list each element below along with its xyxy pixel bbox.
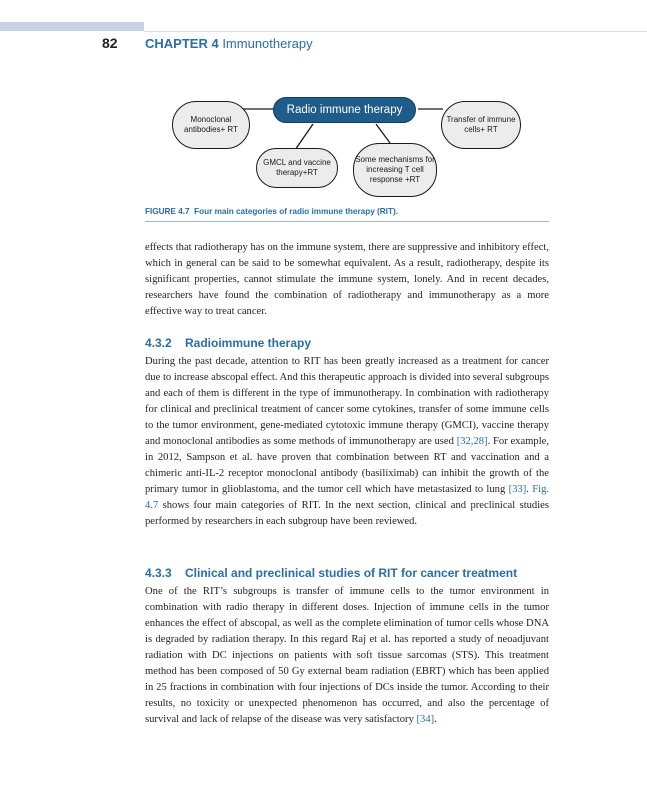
connector-bottom-right (376, 124, 390, 143)
paragraph-text: . For example, in 2012, Sampson et al. have proven that combination between RT and vaccination and a chimeric anti-IL-2 receptor monoclonal antibody (basiliximab) can inhibit the growth of the primary tumor in glioblastoma, and the tumor cell which have metastasized to lung (145, 436, 549, 495)
running-header (145, 36, 313, 51)
paragraph-text: During the past decade, attention to RIT has been greatly increased as a treatment for cancer due to increase abscopal effect. And this therapeutic approach is divided into several subgroups and each of them is different in the type of immunotherapy. In combination with radiotherapy for clinical and preclinical treatment of cancer some cytokines, transfer of some immune cells to the tumor environment, gene-mediated cytotoxic immune therapy (GMCI), vaccine therapy and monoclonal antibodies as some methods of immunotherapy are used (145, 356, 550, 447)
section-4-3-3-paragraph (145, 584, 549, 728)
caption-text: Four main categories of radio immune therapy (RIT). (194, 207, 398, 216)
connector-bottom-left (295, 124, 313, 150)
section-heading-4-3-2 (145, 336, 311, 350)
section-number: 4.3.2 (145, 336, 172, 350)
page-number: 82 (102, 35, 118, 51)
section-title: Clinical and preclinical studies of RIT for cancer treatment (185, 566, 518, 580)
caption-rule (145, 221, 549, 222)
node-gmcl-vaccine: GMCL and vaccine therapy+RT (256, 148, 338, 188)
node-monoclonal-antibodies: Monoclonal antibodies+ RT (172, 101, 250, 149)
paragraph-text: shows four main categories of RIT. In the next section, clinical and preclinical studies performed by researchers in each subgroup have been reviewed. (145, 500, 549, 527)
section-title: Radioimmune therapy (185, 336, 312, 350)
chapter-label: CHAPTER 4 (145, 36, 219, 51)
section-number: 4.3.3 (145, 566, 172, 580)
section-heading-4-3-3 (145, 566, 517, 580)
figure-link[interactable]: Fig. 4.7 (145, 484, 550, 511)
node-radio-immune-therapy: Radio immune therapy (273, 97, 416, 123)
citation-link[interactable]: [32,28] (456, 436, 488, 447)
citation-link[interactable]: [34] (416, 714, 435, 725)
header-rule (144, 31, 647, 32)
paragraph-text: One of the RIT’s subgroups is transfer of immune cells to the tumor environment in combination with radio therapy in different doses. Injection of immune cells in the tumor enhances the effect of abscopal, as well as the complete elimination of tumor cells whose DNA is degraded by radiation therapy. In this regard Raj et al. has reported a study of neoadjuvant radiation with DC injections on patients with soft tissue sarcomas (STS). This treatment method has been composed of 50 Gy external beam radiation (EBRT) which has been applied in 25 fractions in combination with four injections of DCs inside the tumor. According to their results, no toxicity or unexpected phenomenon has occurred, and also the percentage of survival and lack of relapse of the disease was very satisfactory (145, 586, 549, 725)
figure-caption (145, 207, 398, 216)
section-4-3-2-paragraph (145, 354, 549, 530)
node-t-cell-mechanisms: Some mechanisms for increasing T cell response +RT (353, 143, 437, 197)
figure-4-7-diagram (170, 96, 525, 208)
paragraph-text: . (526, 484, 533, 495)
caption-label: FIGURE 4.7 (145, 207, 190, 216)
intro-paragraph: effects that radiotherapy has on the immune system, there are suppressive and inhibitory effect, which in general can be said to be somewhat equivalent. As a result, radiotherapy, despite its significant properties, cannot stimulate the immune system, lonely. And in recent decades, researchers have found the combination of radiotherapy and immunotherapy as a more effective way to treat cancer. (145, 242, 549, 317)
header-accent-bar (0, 22, 144, 31)
node-transfer-immune-cells: Transfer of immune cells+ RT (441, 101, 521, 149)
paragraph-text: . (434, 714, 437, 725)
chapter-title: Immunotherapy (222, 36, 313, 51)
citation-link[interactable]: [33] (508, 484, 527, 495)
